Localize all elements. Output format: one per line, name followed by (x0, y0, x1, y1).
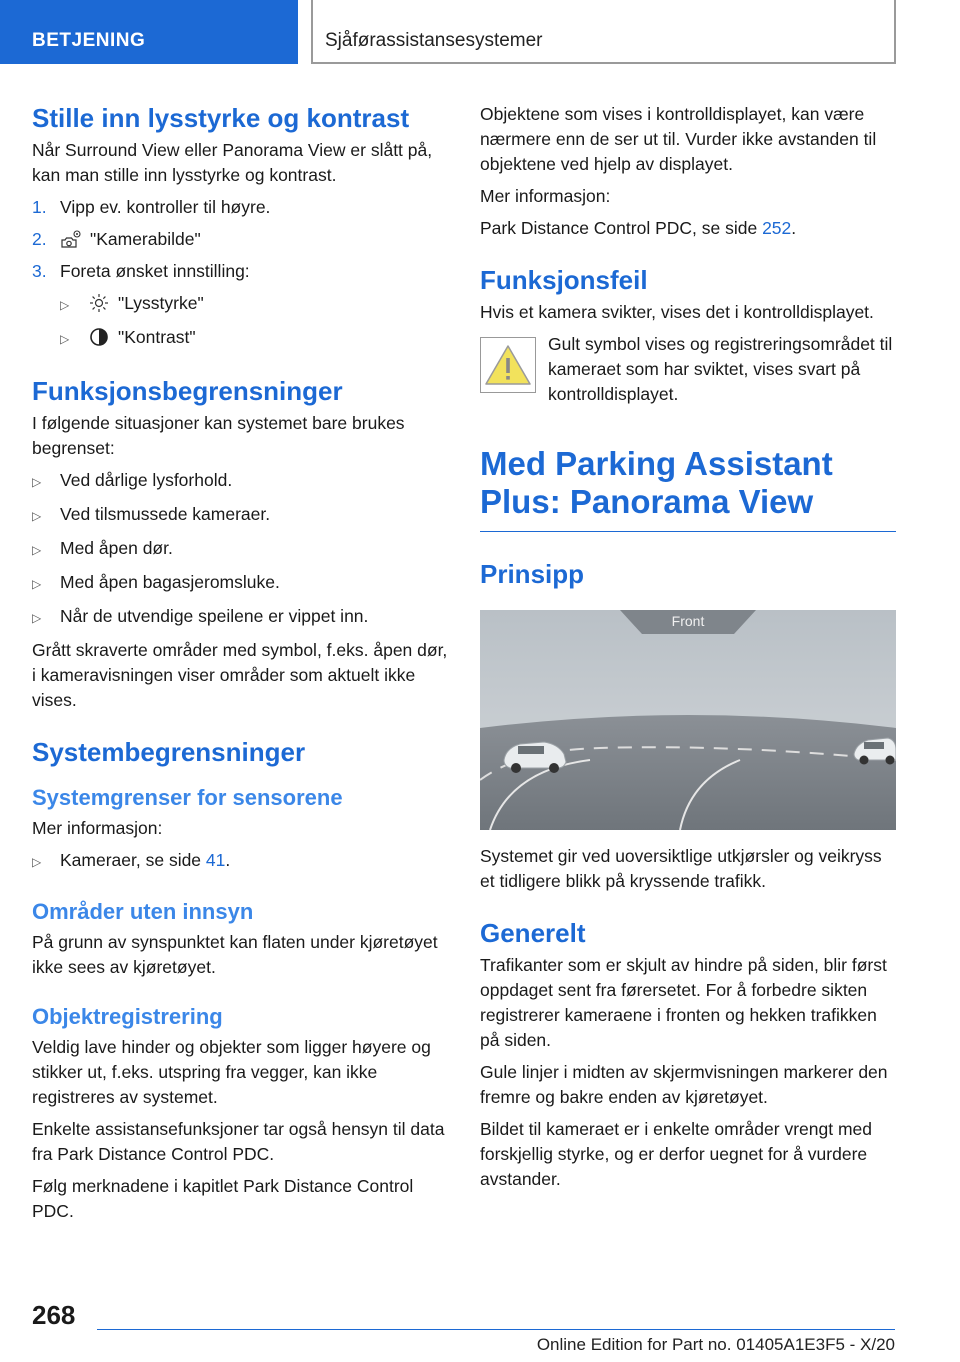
heading-brightness: Stille inn lysstyrke og kontrast (32, 103, 410, 133)
page-link-41[interactable]: 41 (205, 850, 226, 870)
list-item (32, 570, 448, 597)
para-object-3: Følg merknadene i kapitlet Park Distance Control PDC. (32, 1176, 414, 1221)
step-text: Vipp ev. kontroller til høyre. (60, 197, 271, 217)
list-item-text: Ved tilsmussede kameraer. (60, 504, 271, 524)
para-fault: Hvis et kamera svikter, vises det i kontrolldisplayet. (480, 302, 874, 322)
para-no-view: På grunn av synspunktet kan flaten under kjøretøyet ikke sees av kjøretøyet. (32, 932, 438, 977)
bullet-triangle-icon: ▷ (32, 543, 42, 557)
list-item-text: Med åpen bagasjeromsluke. (60, 572, 280, 592)
list-item-cameras (32, 848, 448, 875)
pdc-text: Park Distance Control PDC, se side (480, 218, 763, 238)
step-number: 3. (32, 261, 47, 281)
heading-object-detection: Objektregistrering (32, 1004, 223, 1029)
heading-general: Generelt (480, 918, 586, 948)
heading-fault: Funksjonsfeil (480, 265, 648, 295)
para-grey-areas: Grått skraverte områder med symbol, f.eks. åpen dør, i kameravisningen viser områder som aktuelt ikke vises. (32, 640, 448, 710)
bullet-triangle-icon: ▷ (32, 611, 42, 625)
contrast-icon (88, 327, 110, 347)
bullet-triangle-icon: ▷ (32, 475, 42, 489)
substep-text: "Lysstyrke" (118, 293, 204, 313)
pdc-punct: . (791, 218, 797, 238)
substep-text: "Kontrast" (118, 327, 196, 347)
right-column (480, 102, 896, 1199)
bullet-triangle-icon: ▷ (32, 855, 42, 869)
bullet-triangle-icon: ▷ (32, 577, 42, 591)
left-column (32, 102, 448, 1231)
step-3 (32, 259, 448, 284)
para-brightness: Når Surround View eller Panorama View er slått på, kan man stille inn lysstyrke og kontrast. (32, 140, 433, 185)
heading-panorama-view: Med Parking Assistant Plus: Panorama View (480, 445, 833, 520)
list-item (32, 604, 448, 631)
list-item (32, 468, 448, 495)
bullet-triangle-icon: ▷ (60, 332, 70, 346)
heading-limits: Funksjonsbegrensninger (32, 376, 343, 406)
para-general-2: Gule linjer i midten av skjermvisningen markerer den fremre og bakre enden av kjøretøyet. (480, 1062, 888, 1107)
para-object-2: Enkelte assistansefunksjoner tar også hensyn til data fra Park Distance Control PDC. (32, 1119, 445, 1164)
heading-no-view: Områder uten innsyn (32, 899, 254, 924)
warning-triangle-icon (480, 337, 536, 393)
bullet-triangle-icon: ▷ (60, 298, 70, 312)
chapter-title: Sjåførassistansesystemer (311, 0, 896, 64)
list-item-text: Med åpen dør. (60, 538, 173, 558)
panorama-view-image (480, 610, 896, 830)
list-item-text: Ved dårlige lysforhold. (60, 470, 233, 490)
step-text: Foreta ønsket innstilling: (60, 261, 250, 281)
camera-settings-icon (60, 229, 82, 249)
para-pdc-ref (480, 216, 896, 241)
step-1 (32, 195, 448, 220)
heading-sensor-limits: Systemgrenser for sensorene (32, 785, 343, 810)
bullet-triangle-icon: ▷ (32, 509, 42, 523)
para-general-3: Bildet til kameraet er i enkelte områder vrengt med forskjellig styrke, og er derfor uegnet for å vurdere avstander. (480, 1119, 872, 1189)
step-number: 2. (32, 229, 47, 249)
substep-contrast (32, 325, 448, 352)
para-object-1: Veldig lave hinder og objekter som ligger høyere og stikker ut, f.eks. utspring fra vegger, kan ikke registreres av systemet. (32, 1037, 431, 1107)
page-number: 268 (32, 1300, 76, 1330)
heading-system-limits: Systembegrensninger (32, 737, 306, 767)
heading-principle: Prinsipp (480, 559, 585, 589)
step-number: 1. (32, 197, 47, 217)
para-more-info: Mer informasjon: (32, 818, 163, 838)
step-text: "Kamerabilde" (90, 229, 201, 249)
para-more-info: Mer informasjon: (480, 186, 611, 206)
warning-note (480, 332, 896, 407)
para-objects-closer: Objektene som vises i kontrolldisplayet, kan være nærmere enn de ser ut til. Vurder ikke avstanden til objektene ved hjelp av displayet. (480, 104, 877, 174)
list-item-punct: . (225, 850, 231, 870)
para-principle: Systemet gir ved uoversiktlige utkjørsler og veikryss et tidligere blikk på kryssende trafikk. (480, 846, 882, 891)
para-limits: I følgende situasjoner kan systemet bare brukes begrenset: (32, 413, 405, 458)
substep-brightness (32, 291, 448, 318)
sun-icon (88, 293, 110, 313)
front-label: Front (671, 613, 705, 629)
list-item (32, 502, 448, 529)
list-item (32, 536, 448, 563)
list-item-text: Kameraer, se side (60, 850, 206, 870)
section-tab: BETJENING (0, 0, 298, 64)
step-2 (32, 227, 448, 252)
warning-text: Gult symbol vises og registreringsområdet til kameraet som har sviktet, vises svart på kontrolldisplayet. (548, 334, 893, 404)
page-header (0, 0, 960, 66)
edition-text: Online Edition for Part no. 01405A1E3F5 - X/20 (536, 1335, 895, 1354)
heading-rule (480, 531, 896, 532)
list-item-text: Når de utvendige speilene er vippet inn. (60, 606, 369, 626)
page-link-252[interactable]: 252 (762, 218, 792, 238)
para-general-1: Trafikanter som er skjult av hindre på siden, blir først oppdaget sent fra førersetet. For å forbedre sikten registrerer kameraene i fronten og hekken trafikken på siden. (480, 955, 887, 1050)
footer-rule (97, 1329, 895, 1330)
